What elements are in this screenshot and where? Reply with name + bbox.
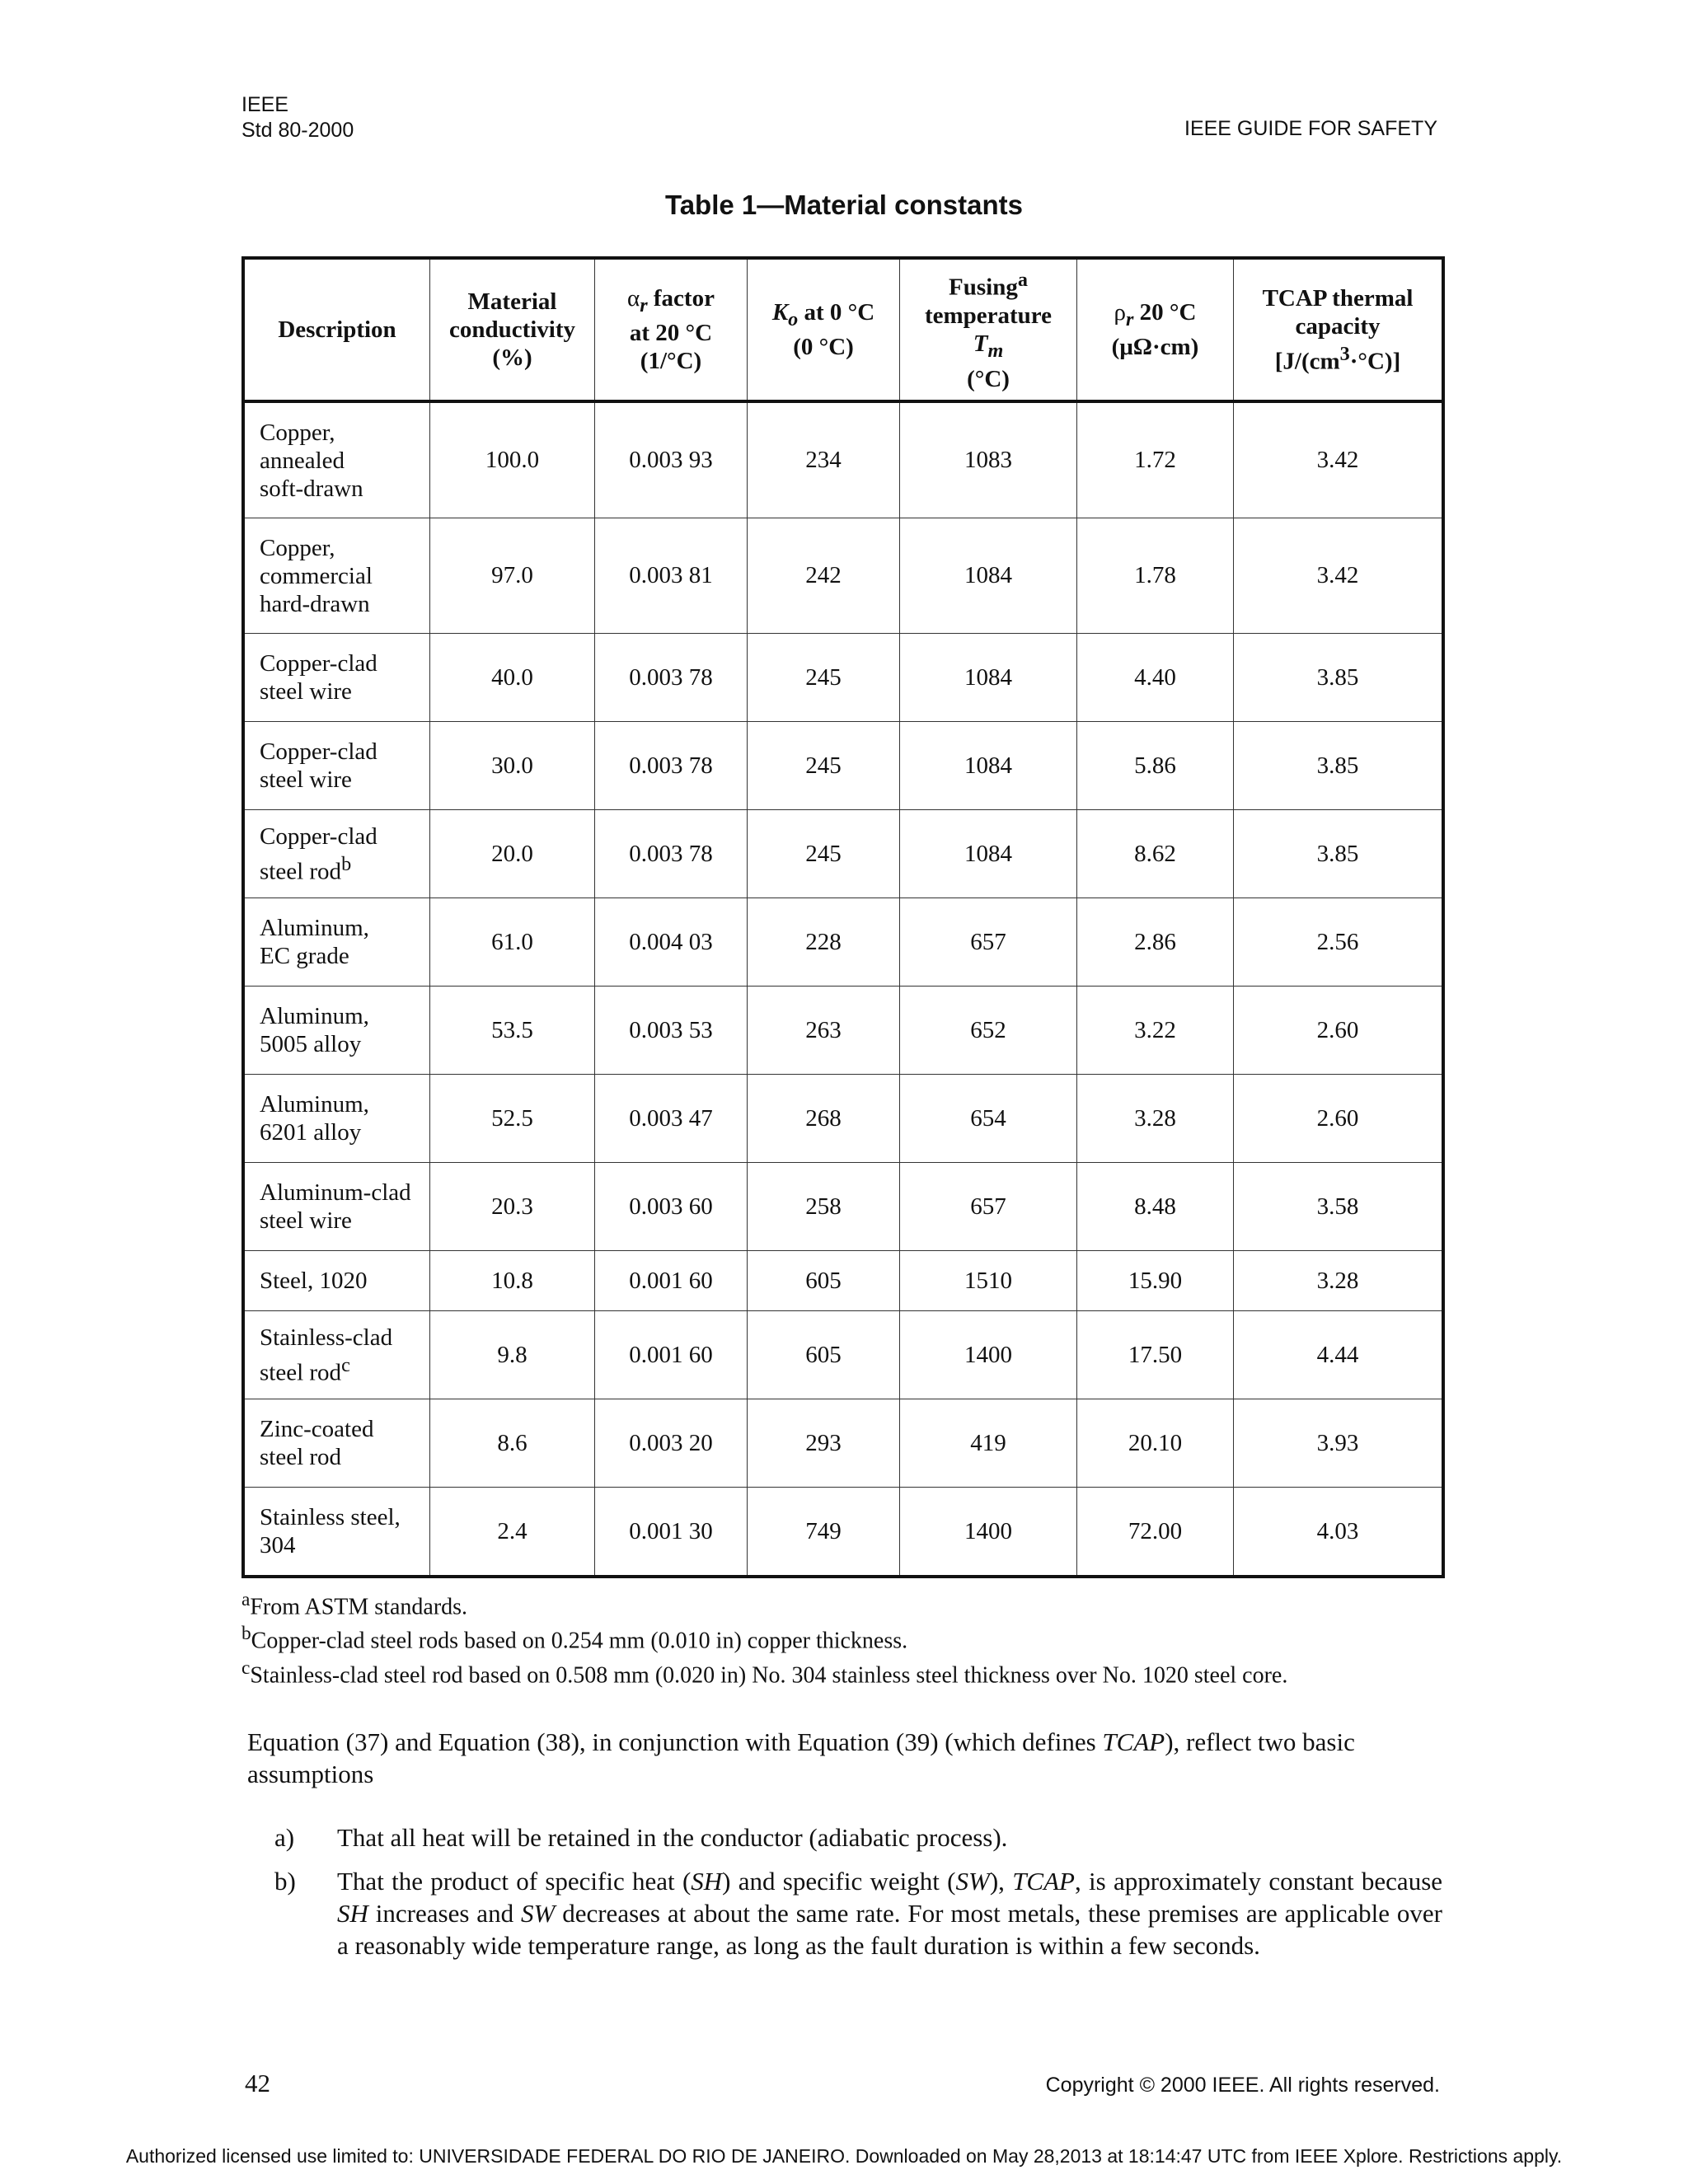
cell-ko: 234 [748, 401, 900, 518]
cell-fusing: 419 [900, 1399, 1077, 1488]
cell-rho: 1.78 [1077, 518, 1234, 634]
table-row [243, 634, 1443, 722]
list-marker-b: b) [274, 1867, 296, 1896]
cell-cond: 52.5 [430, 1075, 595, 1163]
table-header-row [243, 258, 1443, 401]
header-std-number: Std 80-2000 [241, 119, 354, 142]
cell-alpha: 0.003 93 [595, 401, 748, 518]
cell-tcap: 3.85 [1234, 810, 1444, 898]
cell-fusing: 1084 [900, 810, 1077, 898]
cell-tcap: 3.93 [1234, 1399, 1444, 1488]
list-marker-a: a) [274, 1823, 295, 1852]
cell-ko: 605 [748, 1311, 900, 1399]
cell-fusing: 1084 [900, 722, 1077, 810]
cell-fusing: 657 [900, 898, 1077, 987]
cell-alpha: 0.003 53 [595, 987, 748, 1075]
cell-rho: 2.86 [1077, 898, 1234, 987]
copyright-notice: Copyright © 2000 IEEE. All rights reserved. [1045, 2074, 1440, 2097]
running-header-left [241, 92, 354, 143]
cell-alpha: 0.004 03 [595, 898, 748, 987]
cell-cond: 30.0 [430, 722, 595, 810]
cell-description: Aluminum-clad steel wire [243, 1163, 430, 1251]
cell-description: Aluminum, 5005 alloy [243, 987, 430, 1075]
col-header-tcap: TCAP thermal capacity $[J/(cm^3\cdot^\circ C)]$ [1234, 258, 1444, 401]
cell-cond: 9.8 [430, 1311, 595, 1399]
table-row [243, 1251, 1443, 1311]
col-header-fusing-temperature: Fusing$^a$ temperature $T_m$ (°C) [900, 258, 1077, 401]
table-row [243, 1163, 1443, 1251]
list-text-b: That the product of specific heat (SH) and specific weight (SW), TCAP, is approximately constant because SH increases and SW decreases at about the same rate. For most metals, these premises are applicable over a reasonably wide temperature range, as long as the fault duration is within a few seconds. [337, 1867, 1443, 1960]
cell-ko: 749 [748, 1488, 900, 1577]
material-constants-table [241, 256, 1445, 1578]
cell-description: Aluminum, EC grade [243, 898, 430, 987]
col-header-ko: $K_o$ at 0 °C (0 °C) [748, 258, 900, 401]
cell-ko: 245 [748, 722, 900, 810]
cell-alpha: 0.003 20 [595, 1399, 748, 1488]
cell-rho: 8.62 [1077, 810, 1234, 898]
cell-fusing: 657 [900, 1163, 1077, 1251]
page-number: 42 [245, 2069, 270, 2097]
cell-tcap: 3.42 [1234, 518, 1444, 634]
cell-ko: 268 [748, 1075, 900, 1163]
cell-tcap: 4.44 [1234, 1311, 1444, 1399]
cell-fusing: 1400 [900, 1311, 1077, 1399]
cell-rho: 72.00 [1077, 1488, 1234, 1577]
cell-rho: 3.22 [1077, 987, 1234, 1075]
cell-cond: 97.0 [430, 518, 595, 634]
cell-tcap: 3.85 [1234, 722, 1444, 810]
cell-fusing: 654 [900, 1075, 1077, 1163]
cell-tcap: 3.85 [1234, 634, 1444, 722]
cell-alpha: 0.001 60 [595, 1311, 748, 1399]
table-row [243, 401, 1443, 518]
col-header-conductivity: Material conductivity (%) [430, 258, 595, 401]
cell-rho: 1.72 [1077, 401, 1234, 518]
cell-alpha: 0.001 60 [595, 1251, 748, 1311]
cell-ko: 228 [748, 898, 900, 987]
footnote-c: $^c$Stainless-clad steel rod based on 0.508 mm (0.020 in) No. 304 stainless steel thickness over No. 1020 steel core. [241, 1657, 1288, 1688]
col-header-resistivity: $\rho_r$ 20 °C (μΩ·cm) [1077, 258, 1234, 401]
cell-alpha: 0.003 78 [595, 722, 748, 810]
cell-description: Aluminum, 6201 alloy [243, 1075, 430, 1163]
table-row [243, 898, 1443, 987]
cell-cond: 20.0 [430, 810, 595, 898]
cell-rho: 5.86 [1077, 722, 1234, 810]
footnote-b: $^b$Copper-clad steel rods based on 0.254 mm (0.010 in) copper thickness. [241, 1623, 908, 1654]
table-row [243, 1311, 1443, 1399]
cell-cond: 2.4 [430, 1488, 595, 1577]
cell-tcap: 3.58 [1234, 1163, 1444, 1251]
cell-description: Copper, commercial hard-drawn [243, 518, 430, 634]
cell-alpha: 0.003 78 [595, 634, 748, 722]
list-item-a [274, 1821, 1442, 1854]
cell-fusing: 1083 [900, 401, 1077, 518]
cell-ko: 263 [748, 987, 900, 1075]
cell-alpha: 0.003 47 [595, 1075, 748, 1163]
cell-description: Steel, 1020 [243, 1251, 430, 1311]
cell-alpha: 0.003 60 [595, 1163, 748, 1251]
cell-cond: 100.0 [430, 401, 595, 518]
table-row [243, 518, 1443, 634]
cell-fusing: 652 [900, 987, 1077, 1075]
cell-alpha: 0.003 81 [595, 518, 748, 634]
cell-tcap: 4.03 [1234, 1488, 1444, 1577]
table-row [243, 987, 1443, 1075]
table-row [243, 722, 1443, 810]
cell-alpha: 0.003 78 [595, 810, 748, 898]
cell-rho: 17.50 [1077, 1311, 1234, 1399]
cell-cond: 53.5 [430, 987, 595, 1075]
cell-fusing: 1084 [900, 634, 1077, 722]
col-header-description: Description [243, 258, 430, 401]
cell-rho: 8.48 [1077, 1163, 1234, 1251]
cell-fusing: 1084 [900, 518, 1077, 634]
cell-description: Copper-clad steel rod$^b$ [243, 810, 430, 898]
cell-cond: 61.0 [430, 898, 595, 987]
table-row [243, 1488, 1443, 1577]
cell-description: Stainless steel, 304 [243, 1488, 430, 1577]
list-item-b [274, 1865, 1442, 1961]
cell-rho: 20.10 [1077, 1399, 1234, 1488]
running-header-right: IEEE GUIDE FOR SAFETY [1184, 117, 1437, 140]
header-org: IEEE [241, 93, 288, 116]
cell-ko: 245 [748, 810, 900, 898]
cell-ko: 605 [748, 1251, 900, 1311]
table-row [243, 1399, 1443, 1488]
cell-cond: 20.3 [430, 1163, 595, 1251]
cell-fusing: 1400 [900, 1488, 1077, 1577]
list-text-a: That all heat will be retained in the conductor (adiabatic process). [337, 1823, 1008, 1852]
cell-tcap: 2.56 [1234, 898, 1444, 987]
cell-description: Copper, annealed soft-drawn [243, 401, 430, 518]
cell-cond: 10.8 [430, 1251, 595, 1311]
cell-rho: 4.40 [1077, 634, 1234, 722]
cell-tcap: 2.60 [1234, 1075, 1444, 1163]
cell-rho: 15.90 [1077, 1251, 1234, 1311]
cell-cond: 8.6 [430, 1399, 595, 1488]
cell-alpha: 0.001 30 [595, 1488, 748, 1577]
col-header-alpha-factor: $\alpha_r$ factor at 20 °C (1/°C) [595, 258, 748, 401]
table-body [243, 401, 1443, 1577]
cell-description: Stainless-clad steel rod$^c$ [243, 1311, 430, 1399]
cell-ko: 293 [748, 1399, 900, 1488]
cell-description: Zinc-coated steel rod [243, 1399, 430, 1488]
cell-ko: 258 [748, 1163, 900, 1251]
table-footnotes [241, 1586, 1287, 1689]
table-row [243, 1075, 1443, 1163]
cell-fusing: 1510 [900, 1251, 1077, 1311]
cell-tcap: 3.28 [1234, 1251, 1444, 1311]
cell-ko: 242 [748, 518, 900, 634]
assumptions-list [274, 1821, 1442, 1973]
cell-rho: 3.28 [1077, 1075, 1234, 1163]
table-title: Table 1—Material constants [664, 190, 1023, 220]
cell-description: Copper-clad steel wire [243, 722, 430, 810]
authorized-use-notice: Authorized licensed use limited to: UNIVERSIDADE FEDERAL DO RIO DE JANEIRO. Downloaded on May 28,2013 at 18:14:47 UTC from IEEE Xplore. Restrictions apply. [125, 2145, 1563, 2167]
cell-tcap: 3.42 [1234, 401, 1444, 518]
cell-description: Copper-clad steel wire [243, 634, 430, 722]
body-paragraph: Equation (37) and Equation (38), in conjunction with Equation (39) (which defines TCAP), reflect two basic assumptions [247, 1727, 1355, 1788]
table-row [243, 810, 1443, 898]
cell-ko: 245 [748, 634, 900, 722]
footnote-a: $^a$From ASTM standards. [241, 1589, 468, 1620]
cell-tcap: 2.60 [1234, 987, 1444, 1075]
cell-cond: 40.0 [430, 634, 595, 722]
